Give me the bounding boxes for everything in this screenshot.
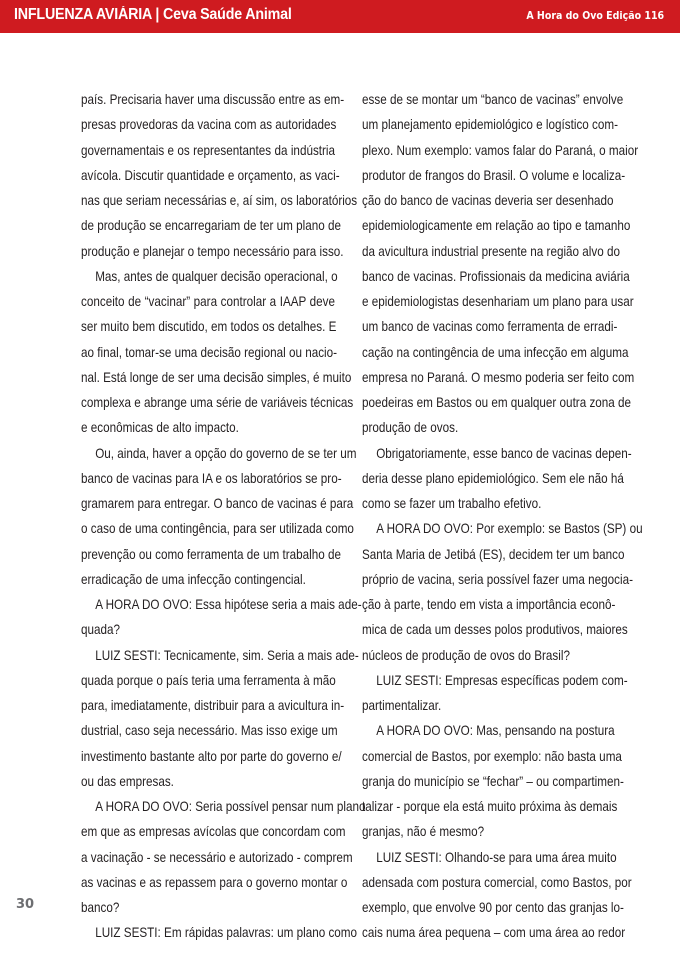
text-line: como se fazer um trabalho efetivo.: [362, 496, 542, 511]
text-line: cação na contingência de uma infecção em alguma: [362, 344, 629, 360]
text-line: prevenção ou como ferramenta de um trabalho de: [81, 546, 341, 562]
text-line: Santa Maria de Jetibá (ES), decidem ter um banco: [362, 546, 625, 562]
text-line: adensada com postura comercial, como Bastos, por: [362, 874, 632, 890]
text-line: e epidemiologistas desenhariam um plano para usar: [362, 294, 634, 309]
text-line: gramarem para entregar. O banco de vacinas é para: [81, 496, 354, 511]
text-line: um planejamento epidemiológico e logístico com-: [362, 117, 619, 133]
page-number: 30: [16, 897, 35, 912]
text-line: A HORA DO OVO: Por exemplo: se Bastos (SP) ou: [376, 521, 643, 537]
text-line: país. Precisaria haver uma discussão entre as em-: [81, 92, 345, 107]
text-line: LUIZ SESTI: Tecnicamente, sim. Seria a mais ade-: [95, 647, 359, 663]
text-line: Obrigatoriamente, esse banco de vacinas depen-: [376, 445, 632, 461]
text-line: partimentalizar.: [362, 698, 442, 713]
text-line: deria desse plano epidemiológico. Sem ele não há: [362, 470, 624, 486]
text-line: um banco de vacinas como ferramenta de erradi-: [362, 319, 618, 335]
text-line: quada porque o país teria uma ferramenta à mão: [81, 672, 336, 688]
text-line: produção de ovos.: [362, 420, 459, 436]
text-line: núcleos de produção de ovos do Brasil?: [362, 647, 570, 663]
text-line: produtor de frangos do Brasil. O volume e localiza-: [362, 167, 626, 183]
section-title: INFLUENZA AVIÁRIA | Ceva Saúde Animal: [14, 6, 292, 23]
text-line: A HORA DO OVO: Seria possível pensar num plano: [95, 799, 366, 814]
text-line: cais numa área pequena – com uma área ao redor: [362, 925, 626, 941]
edition-label: A Hora do Ovo Edição 116: [526, 10, 664, 22]
text-line: ou das empresas.: [81, 773, 174, 789]
text-line: quada?: [81, 622, 121, 638]
text-line: ser muito bem discutido, em todos os detalhes. E: [81, 319, 337, 335]
text-line: LUIZ SESTI: Olhando-se para uma área muito: [376, 849, 617, 865]
text-line: da avicultura industrial presente na região alvo do: [362, 243, 621, 259]
text-line: nal. Está longe de ser uma decisão simples, é muito: [81, 369, 352, 385]
text-line: em que as empresas avícolas que concordam com: [81, 824, 346, 840]
text-line: conceito de “vacinar” para controlar a IAAP deve: [81, 294, 336, 309]
text-line: exemplo, que envolve 90 por cento das granjas lo-: [362, 900, 624, 915]
header-bar: [0, 0, 680, 33]
text-line: banco?: [81, 900, 120, 915]
text-line: as vacinas e as repassem para o governo montar o: [81, 874, 348, 890]
text-line: governamentais e os representantes da indústria: [81, 142, 336, 158]
text-line: dustrial, caso seja necessário. Mas isso exige um: [81, 723, 338, 739]
text-line: banco de vacinas para IA e os laboratórios se pro-: [81, 470, 342, 486]
text-line: LUIZ SESTI: Em rápidas palavras: um plano como: [95, 925, 358, 941]
text-line: ção do banco de vacinas deveria ser desenhado: [362, 193, 614, 208]
text-line: A HORA DO OVO: Mas, pensando na postura: [376, 723, 615, 739]
text-line: esse de se montar um “banco de vacinas” envolve: [362, 92, 624, 107]
text-line: ção à parte, tendo em vista a importância econô-: [362, 597, 616, 612]
text-line: nas que seriam necessárias e, aí sim, os laboratórios: [81, 193, 358, 208]
text-line: investimento bastante alto por parte do governo e/: [81, 748, 342, 764]
text-line: plexo. Num exemplo: vamos falar do Paraná, o maior: [362, 142, 639, 158]
text-line: A HORA DO OVO: Essa hipótese seria a mais ade-: [95, 597, 362, 612]
text-line: ao final, tomar-se uma decisão regional ou nacio-: [81, 344, 338, 360]
text-line: presas provedoras da vacina com as autoridades: [81, 117, 337, 133]
text-line: e econômicas de alto impacto.: [81, 420, 239, 436]
text-line: LUIZ SESTI: Empresas específicas podem com-: [376, 672, 628, 688]
text-line: Mas, antes de qualquer decisão operacional, o: [95, 268, 338, 284]
text-line: Ou, ainda, haver a opção do governo de se ter um: [95, 445, 357, 461]
text-line: granja do município se “fechar” – ou compartimen-: [362, 773, 624, 789]
text-line: mica de cada um desses polos produtivos, maiores: [362, 622, 628, 638]
text-line: de produção se encarregariam de ter um plano de: [81, 218, 341, 234]
text-line: a vacinação - se necessário e autorizado - comprem: [81, 849, 353, 865]
text-line: comercial de Bastos, por exemplo: não basta uma: [362, 748, 622, 764]
text-line: epidemiologicamente em relação ao tipo e tamanho: [362, 218, 631, 234]
text-line: avícola. Discutir quantidade e orçamento, as vaci-: [81, 167, 340, 183]
article-column-left: [81, 87, 366, 946]
text-line: o caso de uma contingência, para ser utilizada como: [81, 521, 354, 537]
text-line: próprio de vacina, seria possível fazer uma negocia-: [362, 571, 633, 587]
text-line: erradicação de uma infecção contingencial.: [81, 571, 306, 587]
text-line: produção e planejar o tempo necessário para isso.: [81, 243, 344, 259]
text-line: empresa no Paraná. O mesmo poderia ser feito com: [362, 369, 635, 385]
article-column-right: [362, 87, 643, 946]
text-line: talizar - porque ela está muito próxima às demais: [362, 799, 618, 814]
text-line: complexa e abrange uma série de variáveis técnicas: [81, 395, 354, 410]
text-line: para, imediatamente, distribuir para a avicultura in-: [81, 698, 345, 713]
text-line: granjas, não é mesmo?: [362, 824, 485, 840]
text-line: banco de vacinas. Profissionais da medicina aviária: [362, 268, 630, 284]
text-line: poedeiras em Bastos ou em qualquer outra zona de: [362, 395, 632, 410]
